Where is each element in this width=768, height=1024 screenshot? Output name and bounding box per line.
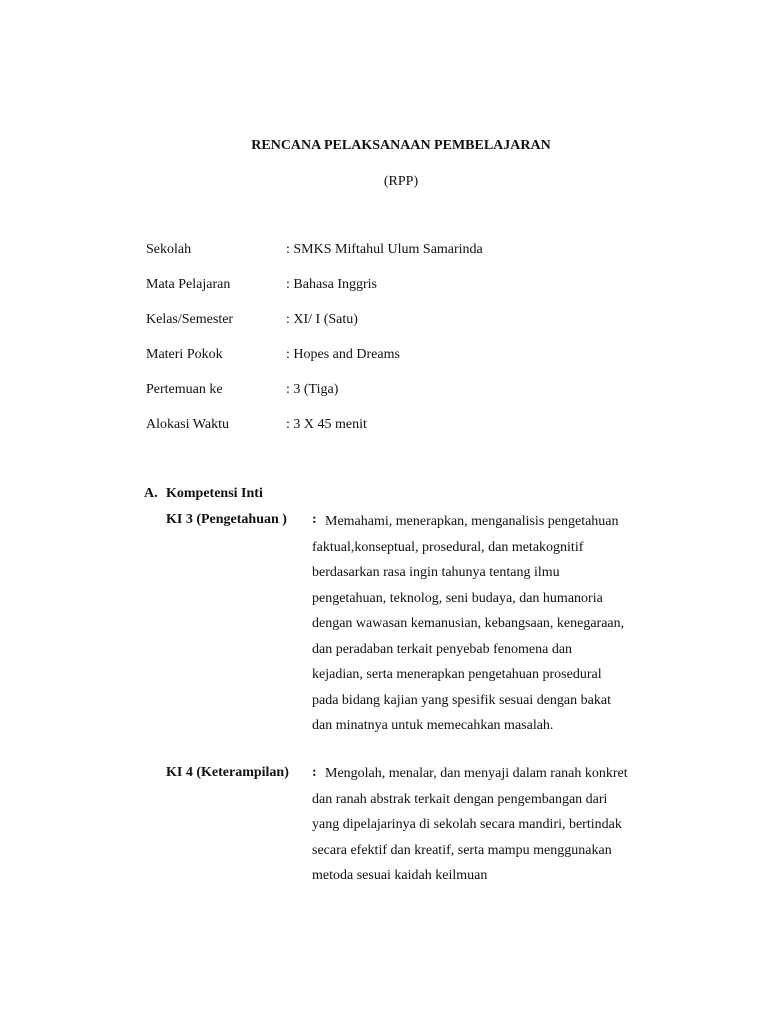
ki4-line: yang dipelajarinya di sekolah secara mandiri, bertindak bbox=[312, 817, 622, 832]
document-subtitle: (RPP) bbox=[383, 174, 419, 189]
ki3-line: Memahami, menerapkan, menganalisis pengetahuan bbox=[325, 514, 619, 529]
identity-label: Pertemuan ke bbox=[146, 382, 223, 397]
ki3-line: kejadian, serta menerapkan pengetahuan prosedural bbox=[312, 667, 602, 682]
ki3-line: dan minatnya untuk memecahkan masalah. bbox=[312, 718, 554, 733]
section-a-title: Kompetensi Inti bbox=[166, 486, 263, 501]
identity-label: Alokasi Waktu bbox=[146, 417, 229, 432]
ki3-label: KI 3 (Pengetahuan ) bbox=[166, 512, 287, 527]
ki4-colon: : bbox=[312, 765, 317, 780]
ki4-line: secara efektif dan kreatif, serta mampu menggunakan bbox=[312, 842, 612, 858]
ki4-line: Mengolah, menalar, dan menyaji dalam ranah konkret bbox=[325, 766, 628, 781]
ki3-line: berdasarkan rasa ingin tahunya tentang ilmu bbox=[312, 565, 560, 580]
ki3-line: pada bidang kajian yang spesifik sesuai dengan bakat bbox=[312, 692, 611, 708]
ki3-line: pengetahuan, teknolog, seni budaya, dan humanoria bbox=[312, 590, 603, 606]
identity-value: : 3 X 45 menit bbox=[286, 417, 367, 432]
section-a-marker: A. bbox=[144, 486, 158, 501]
identity-label: Kelas/Semester bbox=[146, 312, 234, 327]
ki4-label: KI 4 (Keterampilan) bbox=[166, 765, 289, 780]
section-a-heading bbox=[144, 486, 263, 502]
ki3-line: dengan wawasan kemanusian, kebangsaan, kenegaraan, bbox=[312, 616, 625, 631]
identity-label: Sekolah bbox=[146, 242, 192, 257]
ki3-colon: : bbox=[312, 512, 317, 527]
identity-label: Materi Pokok bbox=[146, 347, 223, 362]
document-title: RENCANA PELAKSANAAN PEMBELAJARAN bbox=[251, 138, 551, 153]
identity-value: : Hopes and Dreams bbox=[286, 347, 400, 362]
ki3-description bbox=[312, 509, 672, 739]
ki4-line: metoda sesuai kaidah keilmuan bbox=[312, 868, 488, 883]
identity-value: : SMKS Miftahul Ulum Samarinda bbox=[286, 242, 483, 257]
ki3-line: faktual,konseptual, prosedural, dan metakognitif bbox=[312, 539, 584, 555]
identity-label: Mata Pelajaran bbox=[146, 277, 231, 292]
ki4-line: dan ranah abstrak terkait dengan pengembangan dari bbox=[312, 791, 608, 807]
ki3-line: dan peradaban terkait penyebab fenomena dan bbox=[312, 641, 573, 657]
identity-value: : Bahasa Inggris bbox=[286, 277, 377, 292]
identity-value: : XI/ I (Satu) bbox=[286, 312, 358, 327]
identity-value: : 3 (Tiga) bbox=[286, 382, 339, 397]
ki4-description bbox=[312, 761, 672, 889]
